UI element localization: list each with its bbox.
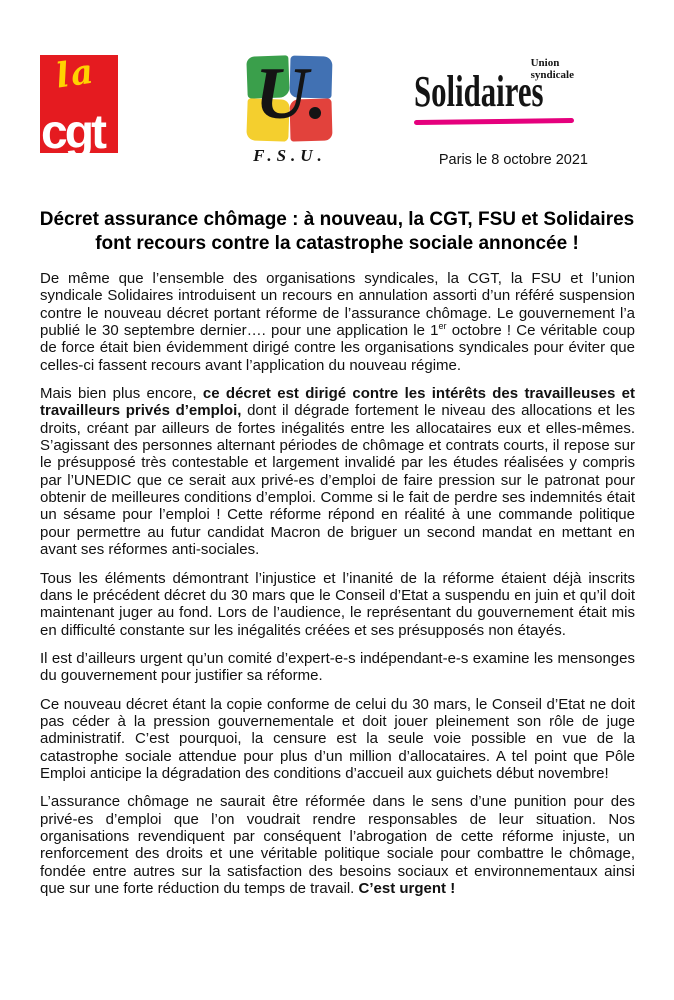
body-paragraph-4: Il est d’ailleurs urgent qu’un comité d’expert-e-s indépendant-e-s examine les mensonges du gouvernement pour justifier sa réforme.: [40, 649, 635, 685]
cgt-logo-name-text: cgt: [41, 106, 104, 159]
document-title: [24, 208, 650, 255]
solidaires-pink-underline: [414, 118, 574, 125]
date-line: Paris le 8 octobre 2021: [438, 152, 588, 168]
cgt-logo-script-text: la: [53, 51, 98, 97]
cgt-logo-icon: [40, 51, 118, 159]
solidaires-wordmark: Solidaires: [414, 67, 544, 116]
body-paragraph-2: Mais bien plus encore, ce décret est dirigé contre les intérêts des travailleuses et travailleurs privés d’emploi, dont il dégrade fortement le niveau des allocations et les droits, créant par ailleurs de fortes inégalités entre les allocataires eux et elles-mêmes. S’agissant des personnes alternant périodes de chômage et contrats courts, il repose sur le présupposé très contestable et largement invalidé par les études réalisées y compris par l’UNEDIC que ce serait aux privé-es d’emploi de faire pression sur le patronat pour obtenir de meilleures conditions d’emploi. Comme si le fait de perdre ses indemnités était un sésame pour l’emploi ! Cette réforme répond en réalité à une commande politique pour permettre au futur candidat Macron de briguer un second mandat en mettant en avant ses réformes anti-sociales.: [40, 385, 635, 559]
solidaires-union-line2: syndicale: [530, 68, 574, 81]
solidaires-union-line1: Union: [530, 57, 560, 69]
body-paragraph-5: Ce nouveau décret étant la copie conforme de celui du 30 mars, le Conseil d’Etat ne doit pas céder à la pression gouvernementale et doit jouer pleinement son rôle de juge administratif. C’est pourquoi, la censure est la seule voie possible en vue de la catastrophe sociale attendue pour plus d’un million d’allocataires. A tel point que Pôle Emploi anticipe la dégradation des conditions d’accueil aux guichets début novembre!: [40, 695, 635, 782]
body-paragraph-6: L’assurance chômage ne saurait être réformée dans le sens d’une punition pour des privé-es d’emploi que l’on voudrait rendre responsables de leur situation. Nos organisations revendiquent par conséquent l’abrogation de cette réforme injuste, un renforcement des droits et une véritable politique sociale pour combattre le chômage, fondée entre autres sur la satisfaction des besoins sociaux et environnementaux ainsi que sur une forte réduction du temps de travail. C’est urgent !: [40, 793, 635, 897]
fsu-logo-icon: [246, 53, 334, 166]
document-body: [40, 270, 635, 897]
logo-header: [0, 0, 674, 196]
fsu-logo-label: F.S.U.: [253, 146, 327, 165]
solidaires-logo-icon: [414, 58, 578, 130]
document-title-line1: Décret assurance chômage : à nouveau, la CGT, FSU et Solidaires: [39, 209, 635, 230]
fsu-logo-color-grid: [247, 53, 331, 140]
fsu-logo-letter: U.: [255, 53, 327, 135]
body-paragraph-1: De même que l’ensemble des organisations syndicales, la CGT, la FSU et l’union syndicale Solidaires introduisent un recours en annulation assorti d’un référé suspension contre le nouveau décret portant réforme de l’assurance chômage. Le gouvernement l’a publié le 30 septembre dernier…. pour une application le 1er octobre ! Ce véritable coup de force était bien évidemment dirigé contre les organisations syndicales pour éviter que celles-ci fassent recours avant l’application du nouveau régime.: [40, 270, 635, 374]
document-title-line2: font recours contre la catastrophe sociale annoncée !: [95, 232, 579, 254]
body-paragraph-3: Tous les éléments démontrant l’injustice et l’inanité de la réforme étaient déjà inscrits dans le précédent décret du 30 mars que le Conseil d’Etat a suspendu en juin et qu’il doit maintenant juger au fond. Lors de l’audience, le représentant du gouvernement était mis en difficulté constante sur les inégalités créées et ses présupposés non étayés.: [40, 569, 635, 639]
